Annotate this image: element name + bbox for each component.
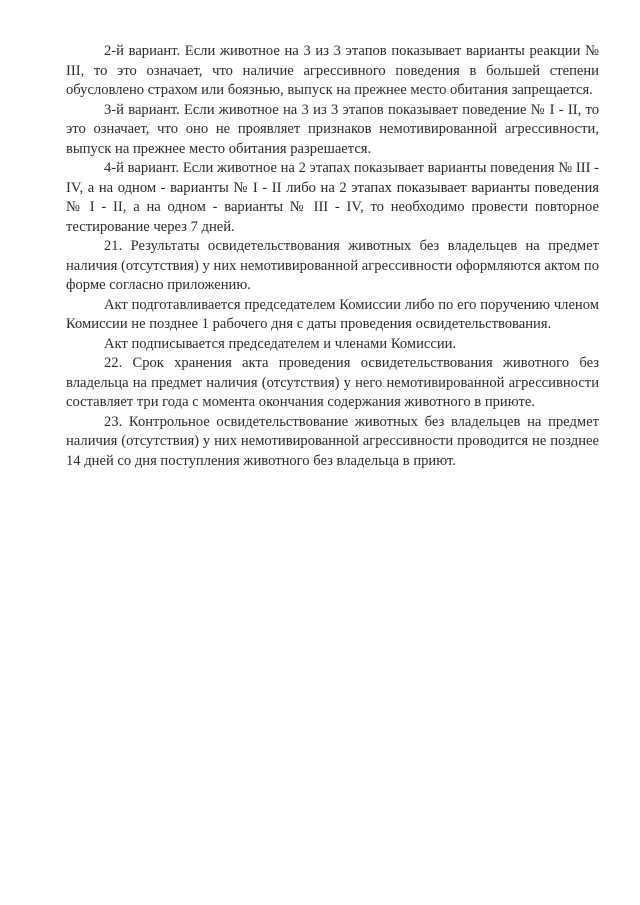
document-body xyxy=(66,42,599,471)
paragraph-variant-3: 3-й вариант. Если животное на 3 из 3 этапов показывает поведение № I - II, то это означает, что оно не проявляет признаков немотивированной агрессивности, выпуск на прежнее место обитания разрешается. xyxy=(66,101,599,157)
paragraph-variant-4: 4-й вариант. Если животное на 2 этапах показывает варианты поведения № III - IV, а на одном - варианты № I - II либо на 2 этапах показывает варианты поведения № I - II, а на одном - варианты № III - IV, то необходимо провести повторное тестирование через 7 дней. xyxy=(66,160,599,235)
paragraph-clause-22: 22. Срок хранения акта проведения освидетельствования животного без владельца на предмет наличия (отсутствия) у него немотивированной агрессивности составляет три года с момента окончания содержания животного в приюте. xyxy=(66,355,599,410)
paragraph-clause-21: 21. Результаты освидетельствования животных без владельцев на предмет наличия (отсутствия) у них немотивированной агрессивности оформляются актом по форме согласно приложению. xyxy=(66,238,599,293)
paragraph-variant-2: 2-й вариант. Если животное на 3 из 3 этапов показывает варианты реакции № III, то это означает, что наличие агрессивного поведения в большей степени обусловлено страхом или боязнью, выпуск на прежнее место обитания запрещается. xyxy=(66,43,599,98)
paragraph-clause-23: 23. Контрольное освидетельствование животных без владельцев на предмет наличия (отсутствия) у них немотивированной агрессивности проводится не позднее 14 дней со дня поступления животного без владельца в приют. xyxy=(66,413,599,469)
paragraph-act-preparation: Акт подготавливается председателем Комиссии либо по его поручению членом Комиссии не позднее 1 рабочего дня с даты проведения освидетельствования. xyxy=(66,296,599,332)
paragraph-act-signing: Акт подписывается председателем и членами Комиссии. xyxy=(104,335,457,352)
